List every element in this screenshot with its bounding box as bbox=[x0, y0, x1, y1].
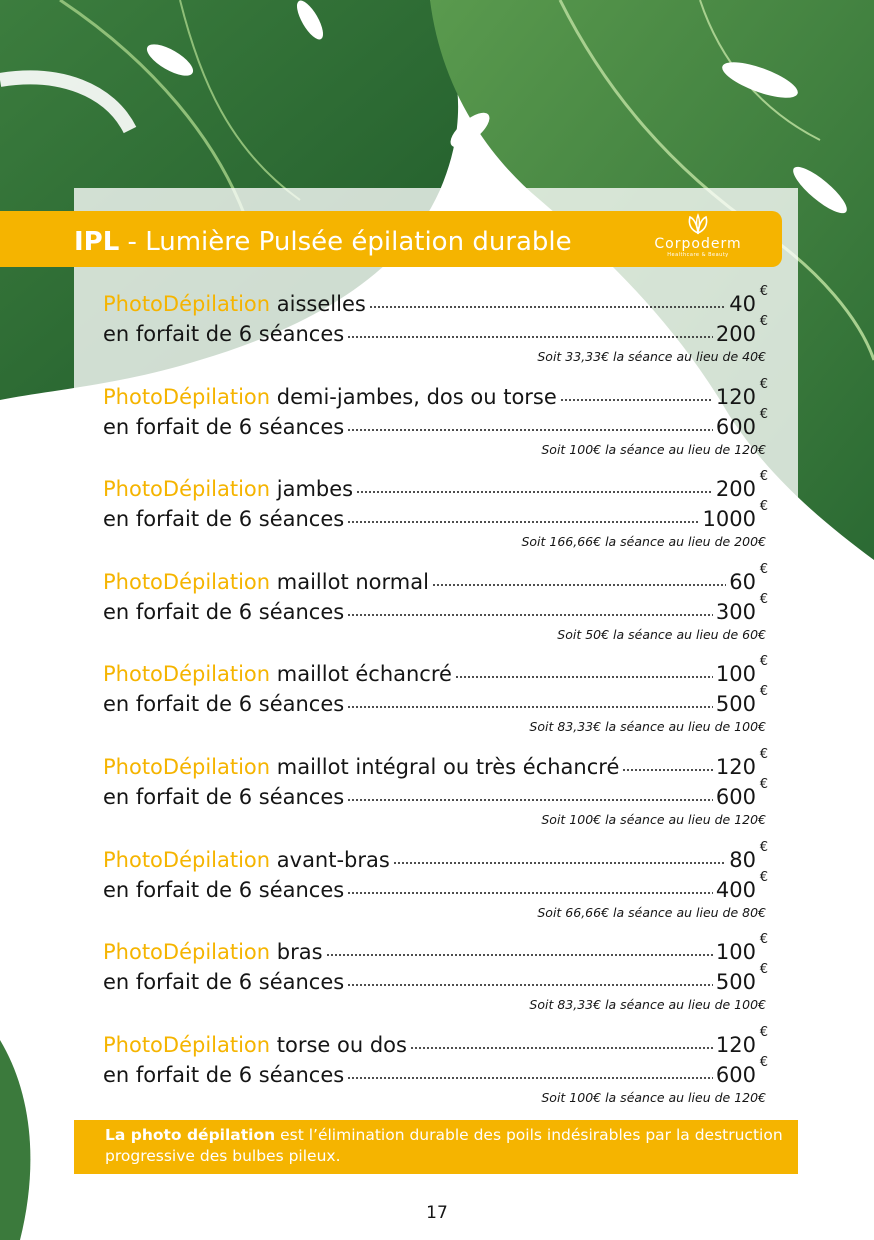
corpoderm-logo bbox=[642, 213, 754, 265]
euro-symbol: € bbox=[759, 314, 768, 329]
item-prefix: PhotoDépilation bbox=[103, 292, 271, 316]
item-prefix: PhotoDépilation bbox=[103, 847, 271, 872]
item-price: 200 € bbox=[715, 469, 768, 502]
package-label: en forfait de 6 séances bbox=[103, 1062, 345, 1087]
price-note: Soit 50€ la séance au lieu de 60€ bbox=[557, 626, 766, 642]
logo-brand: Corpoderm bbox=[654, 236, 742, 252]
price-item bbox=[103, 471, 768, 564]
price-item bbox=[103, 561, 768, 657]
leader-dots bbox=[347, 891, 713, 895]
leader-dots bbox=[622, 768, 713, 772]
package-label: en forfait de 6 séances bbox=[103, 877, 345, 902]
leader-dots bbox=[432, 583, 726, 587]
price-note: Soit 83,33€ la séance au lieu de 100€ bbox=[529, 719, 766, 735]
package-label: en forfait de 6 séances bbox=[103, 599, 345, 624]
euro-symbol: € bbox=[759, 284, 768, 299]
item-name: aisselles bbox=[270, 292, 366, 316]
price-item bbox=[103, 286, 768, 379]
item-price: 120 € bbox=[715, 376, 768, 409]
item-prefix: PhotoDépilation bbox=[103, 754, 271, 779]
price-note: Soit 100€ la séance au lieu de 120€ bbox=[541, 441, 766, 457]
leader-dots bbox=[560, 398, 713, 402]
info-text: est l’élimination durable des poils indésirables par la destruction progressive des bulbes pileux. bbox=[105, 1126, 783, 1165]
price-note: Soit 83,33€ la séance au lieu de 100€ bbox=[529, 997, 766, 1013]
item-name: bras bbox=[270, 940, 323, 965]
item-prefix: PhotoDépilation bbox=[103, 662, 271, 687]
price-item bbox=[103, 656, 768, 749]
package-row bbox=[103, 316, 768, 346]
info-bold: La photo dépilation bbox=[105, 1126, 276, 1144]
item-price: 60 € bbox=[729, 561, 768, 594]
leader-dots bbox=[347, 1076, 713, 1080]
info-box bbox=[74, 1120, 798, 1174]
item-price: 100 € bbox=[715, 932, 768, 965]
item-prefix: PhotoDépilation bbox=[103, 1032, 271, 1057]
leader-dots bbox=[410, 1046, 713, 1050]
package-label: en forfait de 6 séances bbox=[103, 692, 345, 717]
package-price: 400 € bbox=[715, 869, 768, 902]
price-item bbox=[103, 1024, 768, 1120]
title-rest: - Lumière Pulsée épilation durable bbox=[119, 227, 572, 257]
title-bold: IPL bbox=[74, 227, 120, 257]
leader-dots bbox=[369, 305, 726, 309]
item-prefix: PhotoDépilation bbox=[103, 477, 271, 502]
single-session-row bbox=[103, 286, 768, 316]
leader-dots bbox=[347, 983, 713, 987]
package-price: 600 € bbox=[715, 406, 768, 439]
price-note: Soit 166,66€ la séance au lieu de 200€ bbox=[521, 534, 766, 550]
package-price: 600 € bbox=[715, 1054, 768, 1087]
item-price: 120 € bbox=[715, 1024, 768, 1057]
leader-dots bbox=[347, 798, 713, 802]
price-item bbox=[103, 934, 768, 1027]
package-price: 200 € bbox=[715, 314, 768, 346]
item-prefix: PhotoDépilation bbox=[103, 940, 271, 965]
package-price: 1000 € bbox=[702, 499, 768, 532]
page-title bbox=[74, 226, 572, 258]
leader-dots bbox=[347, 520, 699, 524]
item-name: maillot échancré bbox=[270, 662, 452, 687]
item-name: demi-jambes, dos ou torse bbox=[270, 384, 557, 409]
leader-dots bbox=[326, 953, 713, 957]
item-name: torse ou dos bbox=[270, 1032, 407, 1057]
package-label: en forfait de 6 séances bbox=[103, 414, 345, 439]
leader-dots bbox=[356, 490, 713, 494]
leader-dots bbox=[347, 705, 713, 709]
item-price: 100 € bbox=[715, 654, 768, 687]
page-number: 17 bbox=[426, 1203, 448, 1223]
package-price: 600 € bbox=[715, 776, 768, 809]
package-price: 500 € bbox=[715, 962, 768, 995]
package-label: en forfait de 6 séances bbox=[103, 507, 345, 532]
package-price: 500 € bbox=[715, 684, 768, 717]
package-label: en forfait de 6 séances bbox=[103, 322, 345, 346]
price-note: Soit 33,33€ la séance au lieu de 40€ bbox=[537, 349, 766, 364]
lotus-icon bbox=[685, 213, 711, 235]
package-label: en forfait de 6 séances bbox=[103, 970, 345, 995]
logo-tagline: Healthcare & Beauty bbox=[667, 252, 729, 258]
item-prefix: PhotoDépilation bbox=[103, 384, 271, 409]
price-item bbox=[103, 376, 768, 472]
item-name: maillot normal bbox=[270, 569, 429, 594]
item-name: jambes bbox=[270, 477, 354, 502]
item-name: maillot intégral ou très échancré bbox=[270, 754, 620, 779]
price-note: Soit 100€ la séance au lieu de 120€ bbox=[541, 811, 766, 827]
item-name: avant-bras bbox=[270, 847, 390, 872]
leader-dots bbox=[347, 335, 713, 339]
package-label: en forfait de 6 séances bbox=[103, 784, 345, 809]
price-note: Soit 100€ la séance au lieu de 120€ bbox=[541, 1089, 766, 1105]
package-price: 300 € bbox=[715, 591, 768, 624]
price-item bbox=[103, 746, 768, 842]
item-prefix: PhotoDépilation bbox=[103, 569, 271, 594]
price-note: Soit 66,66€ la séance au lieu de 80€ bbox=[537, 904, 766, 920]
price-list bbox=[103, 286, 768, 1119]
leader-dots bbox=[347, 428, 713, 432]
item-price: 80 € bbox=[729, 839, 768, 872]
leader-dots bbox=[455, 675, 713, 679]
price-item bbox=[103, 839, 768, 935]
item-price: 40 € bbox=[729, 284, 768, 316]
item-price: 120 € bbox=[715, 746, 768, 779]
leader-dots bbox=[393, 861, 726, 865]
leader-dots bbox=[347, 613, 713, 617]
